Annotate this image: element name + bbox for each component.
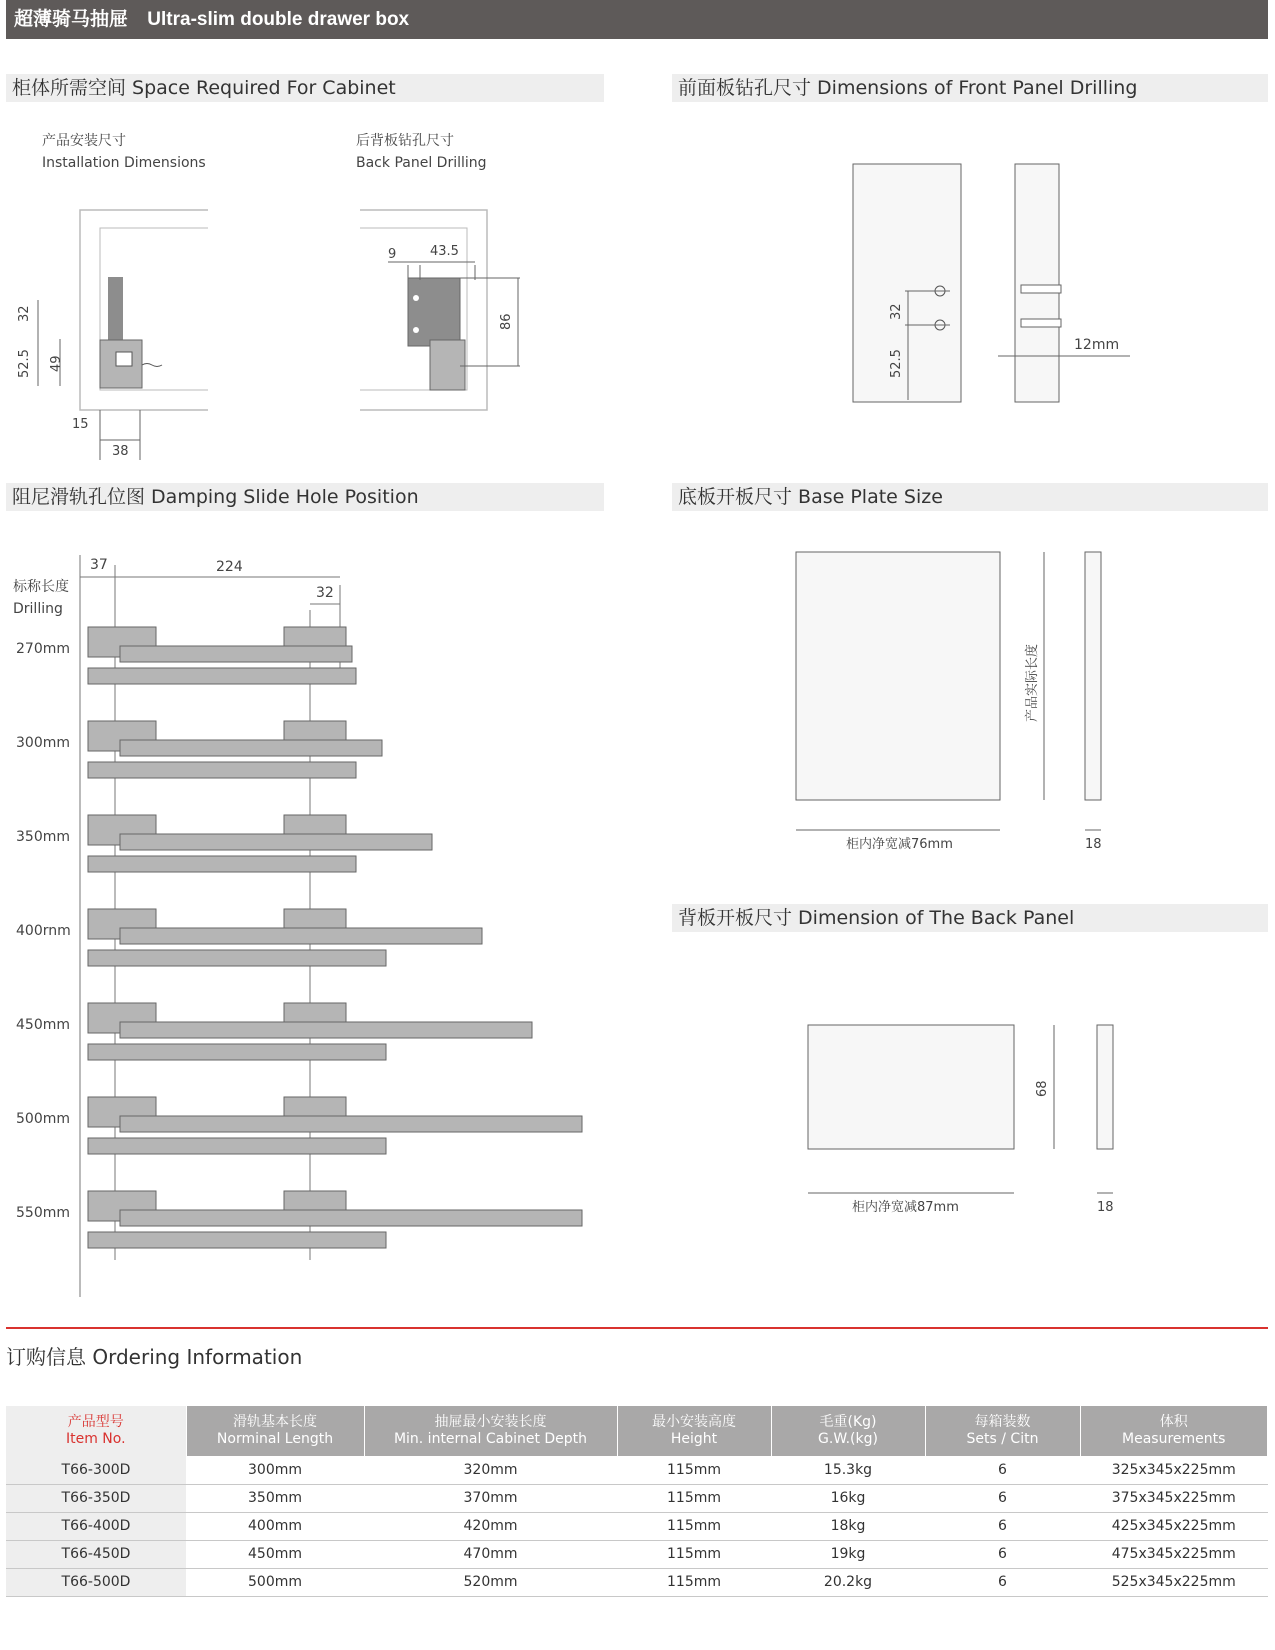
install-dim-15: 15: [72, 417, 89, 432]
damping-col-label-cn: 标称长度: [13, 579, 69, 595]
ordering-table: [6, 1406, 1268, 1597]
damping-row-270: 270mm: [16, 641, 70, 657]
header-title-cn: 超薄骑马抽屉: [14, 9, 129, 30]
section-space-required: 柜体所需空间 Space Required For Cabinet: [6, 74, 604, 102]
header-title-en: Ultra-slim double drawer box: [147, 9, 410, 30]
section-damping-slide: 阻尼滑轨孔位图 Damping Slide Hole Position: [6, 483, 604, 511]
th-height: 最小安装高度 Height: [617, 1406, 771, 1456]
table-row: T66-500D 500mm 520mm 115mm 20.2kg 6 525x345x225mm: [6, 1568, 1268, 1596]
table-row: T66-400D 400mm 420mm 115mm 18kg 6 425x345x225mm: [6, 1512, 1268, 1540]
front-dim-32: 32: [889, 303, 904, 320]
th-item-no: 产品型号 Item No.: [6, 1406, 186, 1456]
back-drill-dim-43-5: 43.5: [430, 244, 459, 259]
damping-row-500: 500mm: [16, 1111, 70, 1127]
back-panel-width-label: 柜内净宽减87mm: [852, 1200, 959, 1215]
section-base-plate: 底板开板尺寸 Base Plate Size: [672, 483, 1268, 511]
front-dim-12mm: 12mm: [1074, 337, 1120, 353]
front-dim-52-5: 52.5: [889, 349, 904, 378]
th-weight: 毛重(Kg) G.W.(kg): [771, 1406, 925, 1456]
back-drill-dim-86: 86: [499, 313, 514, 330]
install-dim-52-5: 52.5: [17, 349, 32, 378]
th-length: 滑轨基本长度 Norminal Length: [186, 1406, 364, 1456]
install-label-cn: 产品安装尺寸: [42, 133, 126, 149]
install-dim-32: 32: [17, 305, 32, 322]
back-panel-thickness: 18: [1097, 1200, 1114, 1215]
section-back-panel: 背板开板尺寸 Dimension of The Back Panel: [672, 904, 1268, 932]
table-row: T66-300D 300mm 320mm 115mm 15.3kg 6 325x345x225mm: [6, 1456, 1268, 1484]
damping-row-550: 550mm: [16, 1205, 70, 1221]
damping-dim-37: 37: [90, 557, 108, 573]
base-width-label: 柜内净宽减76mm: [846, 837, 953, 852]
install-dim-49: 49: [49, 355, 64, 372]
th-measurements: 体积 Measurements: [1080, 1406, 1268, 1456]
table-header-row: [6, 1406, 1268, 1456]
damping-dim-224: 224: [216, 559, 243, 575]
divider-line: [6, 1327, 1268, 1329]
table-row: T66-350D 350mm 370mm 115mm 16kg 6 375x345x225mm: [6, 1484, 1268, 1512]
damping-dim-32: 32: [316, 585, 334, 601]
install-label-en: Installation Dimensions: [42, 155, 206, 171]
base-thickness: 18: [1085, 837, 1102, 852]
back-drill-dim-9: 9: [388, 247, 397, 262]
th-depth: 抽屉最小安装长度 Min. internal Cabinet Depth: [364, 1406, 617, 1456]
back-drill-label-cn: 后背板钻孔尺寸: [356, 133, 454, 149]
damping-row-300: 300mm: [16, 735, 70, 751]
back-drill-label-en: Back Panel Drilling: [356, 155, 487, 171]
damping-row-450: 450mm: [16, 1017, 70, 1033]
ordering-title: 订购信息 Ordering Information: [6, 1345, 303, 1369]
back-panel-height: 68: [1035, 1080, 1050, 1097]
table-row: T66-450D 450mm 470mm 115mm 19kg 6 475x345x225mm: [6, 1540, 1268, 1568]
base-height-label: 产品实际长度: [1025, 643, 1040, 722]
damping-row-400: 400rnm: [16, 923, 71, 939]
install-dim-38: 38: [112, 444, 129, 459]
section-front-panel-drilling: 前面板钻孔尺寸 Dimensions of Front Panel Drilling: [672, 74, 1268, 102]
damping-row-350: 350mm: [16, 829, 70, 845]
damping-col-label-en: Drilling: [13, 601, 63, 617]
th-sets: 每箱装数 Sets / Citn: [925, 1406, 1080, 1456]
